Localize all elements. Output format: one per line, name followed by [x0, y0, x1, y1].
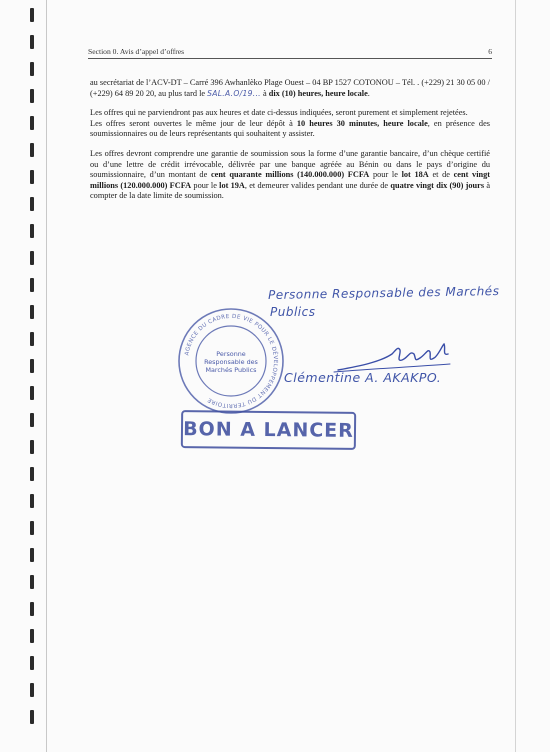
header-section-title: Section 0. Avis d’appel d’offres: [88, 47, 185, 56]
phone-text: – Tél. . (+229) 21 30 05 00 / (+229) 64 89 20 20, au plus tard le: [90, 78, 490, 98]
guarantee-text-3: et de: [432, 170, 450, 180]
guarantee-text-4: pour le: [193, 180, 217, 190]
deadline-time: dix (10) heures, heure locale: [268, 88, 368, 98]
guarantee-text-6: à compter de la date limite de soumission.: [90, 180, 490, 201]
bon-a-lancer-stamp: [181, 410, 356, 450]
paragraph-opening: [90, 119, 490, 140]
stamp-center-line3: Marchés Publics: [205, 366, 257, 374]
handwritten-title-line1: Personne Responsable des Marchés: [267, 283, 500, 303]
page-fold-line: [46, 0, 47, 752]
notice-body: [90, 78, 490, 211]
guarantee-text-5: , et demeurer valides pendant une durée de: [244, 180, 389, 190]
stamp-center-line2: Responsable des: [204, 358, 258, 366]
validity-duration: quatre vingt dix (90) jours: [390, 180, 485, 190]
deadline-connector: à: [262, 88, 267, 98]
opening-text: Les offres seront ouvertes le même jour de leur dépôt à: [90, 118, 293, 128]
paragraph-guarantee: [90, 149, 490, 202]
address-text: au secrétariat de l’ACV-DT – Carré 396 Awhanlèko Plage Ouest – 04 BP 1527 COTONOU: [90, 78, 394, 87]
official-round-stamp: [176, 306, 286, 416]
period: .: [367, 88, 370, 98]
opening-time: 10 heures 30 minutes, heure locale: [296, 118, 428, 128]
guarantee-text-1: Les offres devront comprendre une garantie de soumission sous la forme d’une garantie bancaire, d’un chèque certifié ou d’une lettre de crédit irrévocable, délivrée par une banque agréée au Bénin ou dans le pays d’origine du soumissionnaire, d’un montant de: [90, 148, 490, 180]
paragraph-rejection: Les offres qui ne parviendront pas aux heures et date ci-dessus indiquées, seront purement et simplement rejetées.: [90, 108, 468, 118]
stamp-box-text: BON A LANCER: [183, 418, 354, 442]
handwritten-title-line2: Publics: [270, 305, 316, 319]
lot-18a: lot 18A: [401, 170, 429, 180]
paragraph-deadline: [90, 78, 490, 99]
amount-lot-18a: cent quarante millions (140.000.000) FCFA: [210, 170, 370, 180]
page-edge-line: [515, 0, 516, 752]
handwritten-date: SAL.A.O/19...: [207, 88, 261, 98]
amount-lot-19a: cent vingt millions (120.000.000) FCFA: [90, 170, 491, 190]
header-page-number: 6: [488, 47, 492, 56]
opening-attendance: , en présence des soumissionnaires ou de leurs représentants qui souhaitent y assister.: [90, 118, 490, 139]
stamp-ring-text: AGENCE DU CADRE DE VIE POUR LE DÉVELOPPEMENT DU TERRITOIRE: [184, 313, 279, 409]
page-header: [88, 47, 492, 59]
stamp-center-line1: Personne: [216, 350, 246, 358]
handwritten-signatory-name: Clémentine A. AKAKPO.: [284, 370, 442, 385]
guarantee-text-2: pour le: [373, 170, 398, 180]
lot-19a: lot 19A: [219, 180, 245, 190]
spiral-binding: [27, 8, 39, 744]
